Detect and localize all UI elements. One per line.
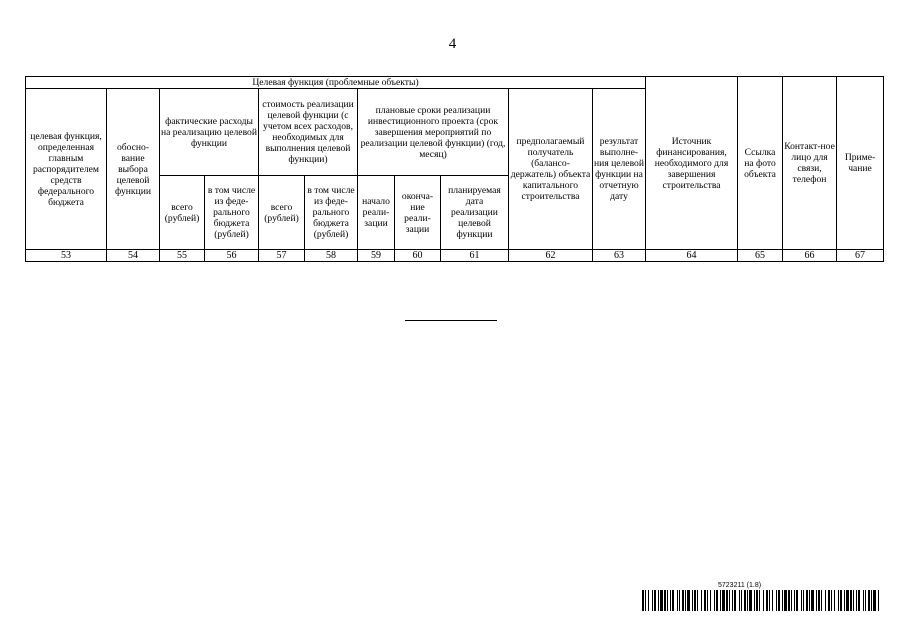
header-group-59-61: плановые сроки реализации инвестиционного проекта (срок завершения мероприятий по реализации целевой функции) (год, месяц) [358, 89, 509, 176]
column-number: 58 [305, 250, 358, 262]
header-col-55: всего (рублей) [160, 176, 205, 250]
column-number: 60 [395, 250, 441, 262]
page-number: 4 [448, 36, 457, 52]
column-number: 66 [783, 250, 837, 262]
header-col-65: Ссылка на фото объекта [738, 77, 783, 250]
column-number: 53 [26, 250, 107, 262]
target-function-table [25, 76, 884, 262]
header-col-64: Источник финансирования, необходимого для завершения строительства [646, 77, 738, 250]
group-header: Целевая функция (проблемные объекты) [26, 77, 646, 89]
column-number: 67 [837, 250, 884, 262]
header-group-57-58: стоимость реализации целевой функции (с учетом всех расходов, необходимых для выполнения целевой функции) [259, 89, 358, 176]
header-group-55-56: фактические расходы на реализацию целевой функции [160, 89, 259, 176]
column-number: 61 [441, 250, 509, 262]
header-col-62: предполагаемый получатель (балансо-держатель) объекта капитального строительства [509, 89, 593, 250]
column-number: 56 [205, 250, 259, 262]
column-number: 63 [593, 250, 646, 262]
header-col-66: Контакт-ное лицо для связи, телефон [783, 77, 837, 250]
header-col-61: планируемая дата реализации целевой функции [441, 176, 509, 250]
barcode-icon [642, 590, 879, 611]
barcode-caption: 5723211 (1.8) [718, 582, 762, 589]
header-col-67: Приме-чание [837, 77, 884, 250]
header-col-54: обосно-вание выбора целевой функции [107, 89, 160, 250]
footnote-separator [405, 320, 497, 321]
column-number: 62 [509, 250, 593, 262]
column-number: 57 [259, 250, 305, 262]
column-number: 55 [160, 250, 205, 262]
column-number: 54 [107, 250, 160, 262]
header-col-56: в том числе из феде-рального бюджета (рублей) [205, 176, 259, 250]
header-col-58: в том числе из феде-рального бюджета (рублей) [305, 176, 358, 250]
column-number: 64 [646, 250, 738, 262]
header-col-63: результат выполне-ния целевой функции на отчетную дату [593, 89, 646, 250]
header-col-57: всего (рублей) [259, 176, 305, 250]
header-col-53: целевая функция, определенная главным распорядителем средств федерального бюджета [26, 89, 107, 250]
column-number: 65 [738, 250, 783, 262]
header-col-60: оконча-ние реали-зации [395, 176, 441, 250]
header-col-59: начало реали-зации [358, 176, 395, 250]
column-number: 59 [358, 250, 395, 262]
